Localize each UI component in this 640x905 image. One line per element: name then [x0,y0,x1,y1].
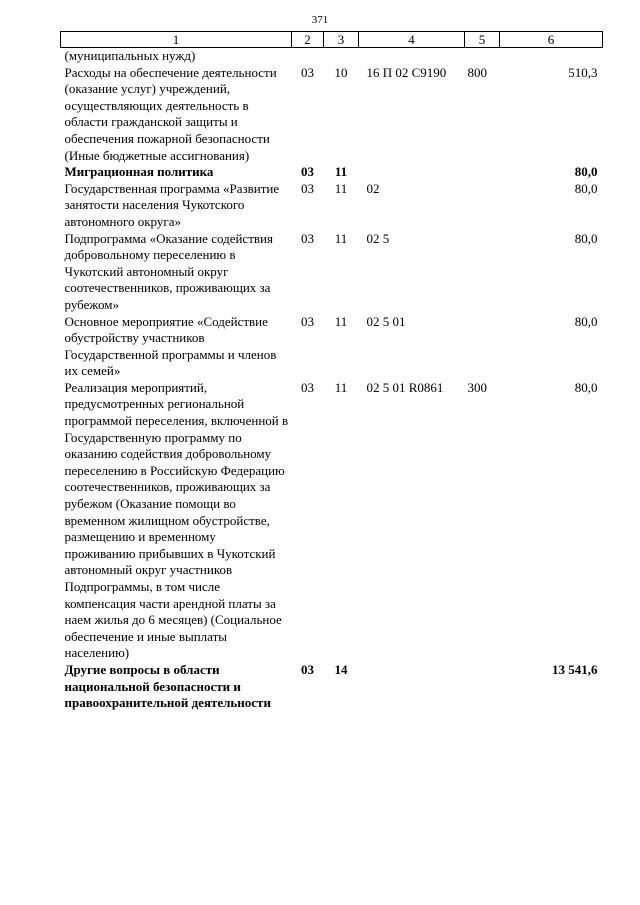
row-amount: 13 541,6 [552,661,598,677]
row-name: Другие вопросы в области национальной безопасности и правоохранительной деятельности [64,661,271,711]
row-expense-type [465,314,500,380]
row-target-article: 02 5 [366,230,390,246]
table-row [61,181,603,231]
header-col-5: 5 [465,32,500,48]
row-section: 03 [301,313,314,329]
row-section: 03 [301,230,314,246]
row-expense-type: 300 [467,379,487,395]
row-name: Основное мероприятие «Содействие обустройству участников Государственной программы и членов их семей» [64,313,277,379]
row-name: Подпрограмма «Оказание содействия добровольному переселению в Чукотский автономный округ соотечественников, проживающих за рубежом» [64,230,273,312]
row-target-article [359,48,465,65]
table-row [61,662,603,712]
row-target-article: 02 5 01 [366,313,406,329]
row-expense-type [465,164,500,181]
row-subsection: 11 [334,230,348,246]
table-row [61,164,603,181]
header-col-6: 6 [500,32,603,48]
row-target-article [359,164,465,181]
row-subsection: 10 [334,64,348,80]
row-amount [500,48,603,65]
row-section: 03 [301,64,314,80]
table-row [61,380,603,662]
table-header-row [61,32,603,48]
header-col-3: 3 [324,32,359,48]
row-expense-type: 800 [467,64,487,80]
row-name: Реализация мероприятий, предусмотренных региональной программой переселения, включенной в Государственную программу по оказанию содействия добровольному переселению в Российскую Федерацию соотечественников, проживающих за рубежом (Оказание помощи во временном жилищном обустройстве, размещению и временному проживанию прибывших в Чукотский автономный округ участников Подпрограммы, в том числе компенсация части арендной платы за наем жилья до 6 месяцев) (Социальное обеспечение и иные выплаты населению) [64,379,289,661]
row-subsection: 14 [334,661,348,677]
table-row [61,231,603,314]
row-amount: 80,0 [574,379,598,395]
page-number: 371 [311,14,329,26]
row-target-article: 02 [366,180,380,196]
row-expense-type [465,662,500,712]
row-subsection [324,48,359,65]
row-subsection: 11 [334,379,348,395]
row-section: 03 [301,661,314,677]
row-subsection: 11 [334,180,348,196]
row-expense-type [465,48,500,65]
row-target-article [359,662,465,712]
header-col-2: 2 [292,32,324,48]
row-amount: 80,0 [574,230,598,246]
row-amount: 80,0 [574,164,598,180]
row-amount: 80,0 [574,313,598,329]
table-row [61,48,603,65]
budget-table [60,31,603,712]
row-name: Расходы на обеспечение деятельности (оказание услуг) учреждений, осуществляющих деятельность в области гражданской защиты и обеспечения пожарной безопасности (Иные бюджетные ассигнования) [64,64,277,163]
row-name: Миграционная политика [64,164,214,180]
header-col-4: 4 [359,32,465,48]
row-amount: 80,0 [574,180,598,196]
row-expense-type [465,231,500,314]
row-section: 03 [301,164,314,180]
table-row [61,314,603,380]
row-section: 03 [301,180,314,196]
row-section [292,48,324,65]
row-expense-type [465,181,500,231]
row-subsection: 11 [334,313,348,329]
header-col-1: 1 [61,32,292,48]
table-row [61,65,603,165]
row-target-article: 16 П 02 С9190 [366,64,447,80]
row-subsection: 11 [334,164,348,180]
row-name: Государственная программа «Развитие занятости населения Чукотского автономного округа» [64,180,280,229]
row-name: (муниципальных нужд) [64,48,196,63]
row-section: 03 [301,379,314,395]
row-amount: 510,3 [568,64,598,80]
row-target-article: 02 5 01 R0861 [366,379,444,395]
